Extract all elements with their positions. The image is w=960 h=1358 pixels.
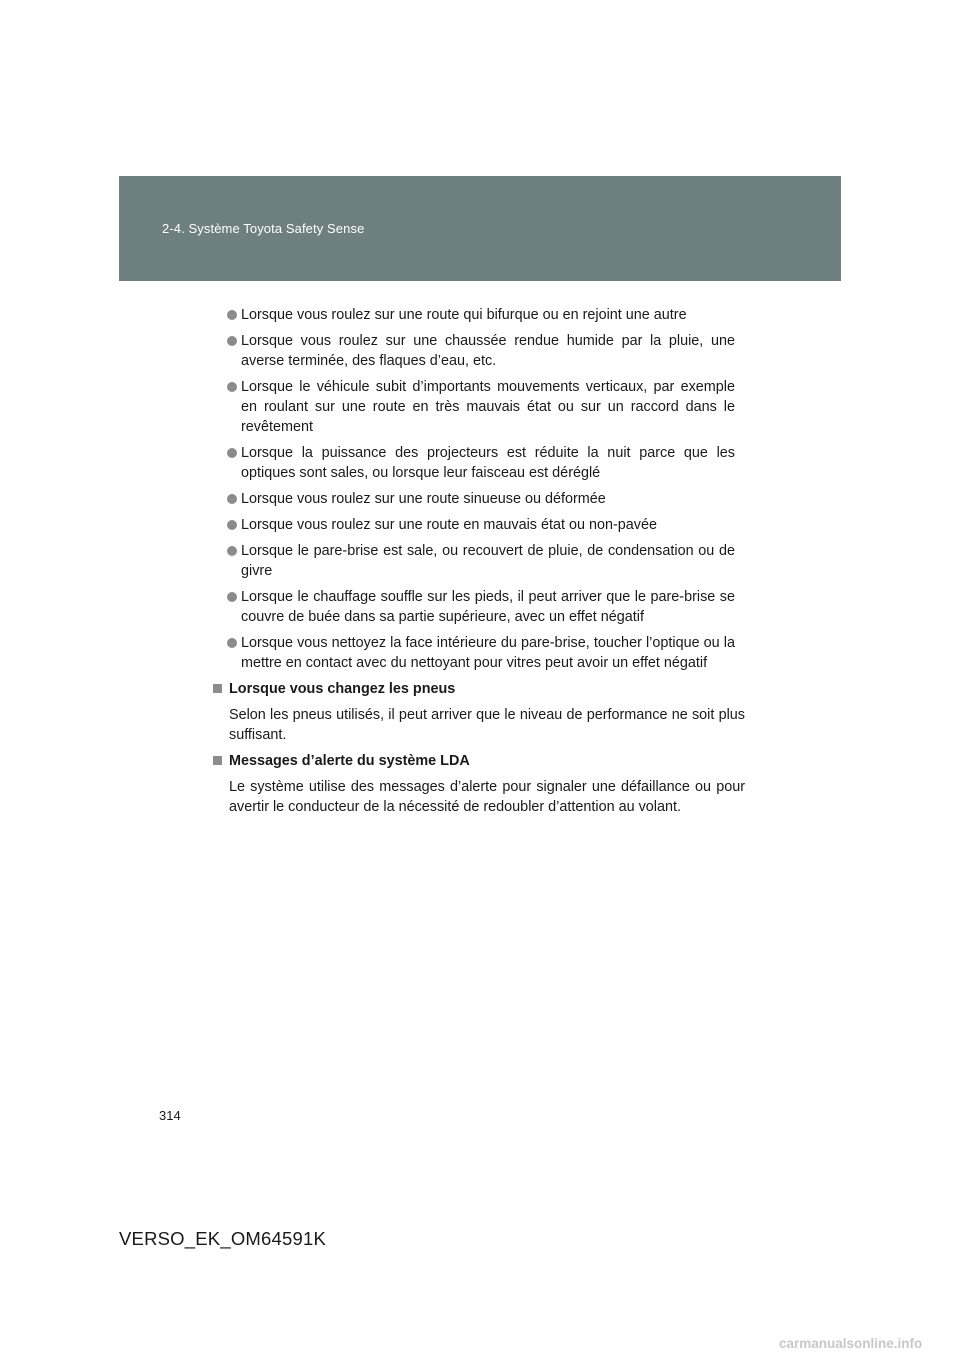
bullet-item	[212, 331, 745, 371]
section-heading-text: Messages d’alerte du système LDA	[229, 753, 470, 769]
section-paragraph: Le système utilise des messages d’alerte pour signaler une défaillance ou pour avertir le conducteur de la nécessité de redoubler d’attention au volant.	[229, 779, 745, 815]
bullet-item	[212, 443, 745, 483]
section-heading	[212, 751, 745, 771]
bullet-item	[212, 633, 745, 673]
bullet-dot-icon	[227, 310, 237, 320]
bullet-dot-icon	[227, 382, 237, 392]
bullet-text: Lorsque vous roulez sur une route qui bifurque ou en rejoint une autre	[241, 307, 687, 323]
section-heading	[212, 679, 745, 699]
bullet-text: Lorsque le chauffage souffle sur les pieds, il peut arriver que le pare-brise se couvre de buée dans sa partie supérieure, avec un effet négatif	[241, 589, 735, 625]
bullet-item	[212, 515, 745, 535]
bullet-item	[212, 305, 745, 325]
page-content	[212, 305, 745, 823]
section-heading-text: Lorsque vous changez les pneus	[229, 681, 456, 697]
square-bullet-icon	[213, 756, 222, 765]
bullet-text: Lorsque vous nettoyez la face intérieure du pare-brise, toucher l’optique ou la mettre en contact avec du nettoyant pour vitres peut avoir un effet négatif	[241, 635, 735, 671]
bullet-dot-icon	[227, 448, 237, 458]
section-title: 2-4. Système Toyota Safety Sense	[162, 221, 365, 236]
bullet-dot-icon	[227, 336, 237, 346]
bullet-text: Lorsque le pare-brise est sale, ou recouvert de pluie, de condensation ou de givre	[241, 543, 735, 579]
section-header-band	[119, 176, 841, 281]
bullet-item	[212, 489, 745, 509]
bullet-dot-icon	[227, 638, 237, 648]
page-number: 314	[159, 1108, 181, 1123]
bullet-text: Lorsque le véhicule subit d’importants mouvements verticaux, par exemple en roulant sur une route en très mauvais état ou sur un raccord dans le revêtement	[241, 379, 735, 435]
bullet-item	[212, 377, 745, 437]
section-paragraph: Selon les pneus utilisés, il peut arriver que le niveau de performance ne soit plus suffisant.	[229, 707, 745, 743]
square-bullet-icon	[213, 684, 222, 693]
bullet-text: Lorsque vous roulez sur une chaussée rendue humide par la pluie, une averse terminée, des flaques d’eau, etc.	[241, 333, 735, 369]
bullet-item	[212, 587, 745, 627]
bullet-dot-icon	[227, 546, 237, 556]
watermark: carmanualsonline.info	[779, 1336, 923, 1351]
bullet-dot-icon	[227, 520, 237, 530]
bullet-dot-icon	[227, 494, 237, 504]
bullet-text: Lorsque vous roulez sur une route sinueuse ou déformée	[241, 491, 606, 507]
document-code: VERSO_EK_OM64591K	[119, 1228, 327, 1249]
bullet-text: Lorsque la puissance des projecteurs est réduite la nuit parce que les optiques sont sales, ou lorsque leur faisceau est déréglé	[241, 445, 735, 481]
bullet-text: Lorsque vous roulez sur une route en mauvais état ou non-pavée	[241, 517, 657, 533]
bullet-item	[212, 541, 745, 581]
bullet-dot-icon	[227, 592, 237, 602]
